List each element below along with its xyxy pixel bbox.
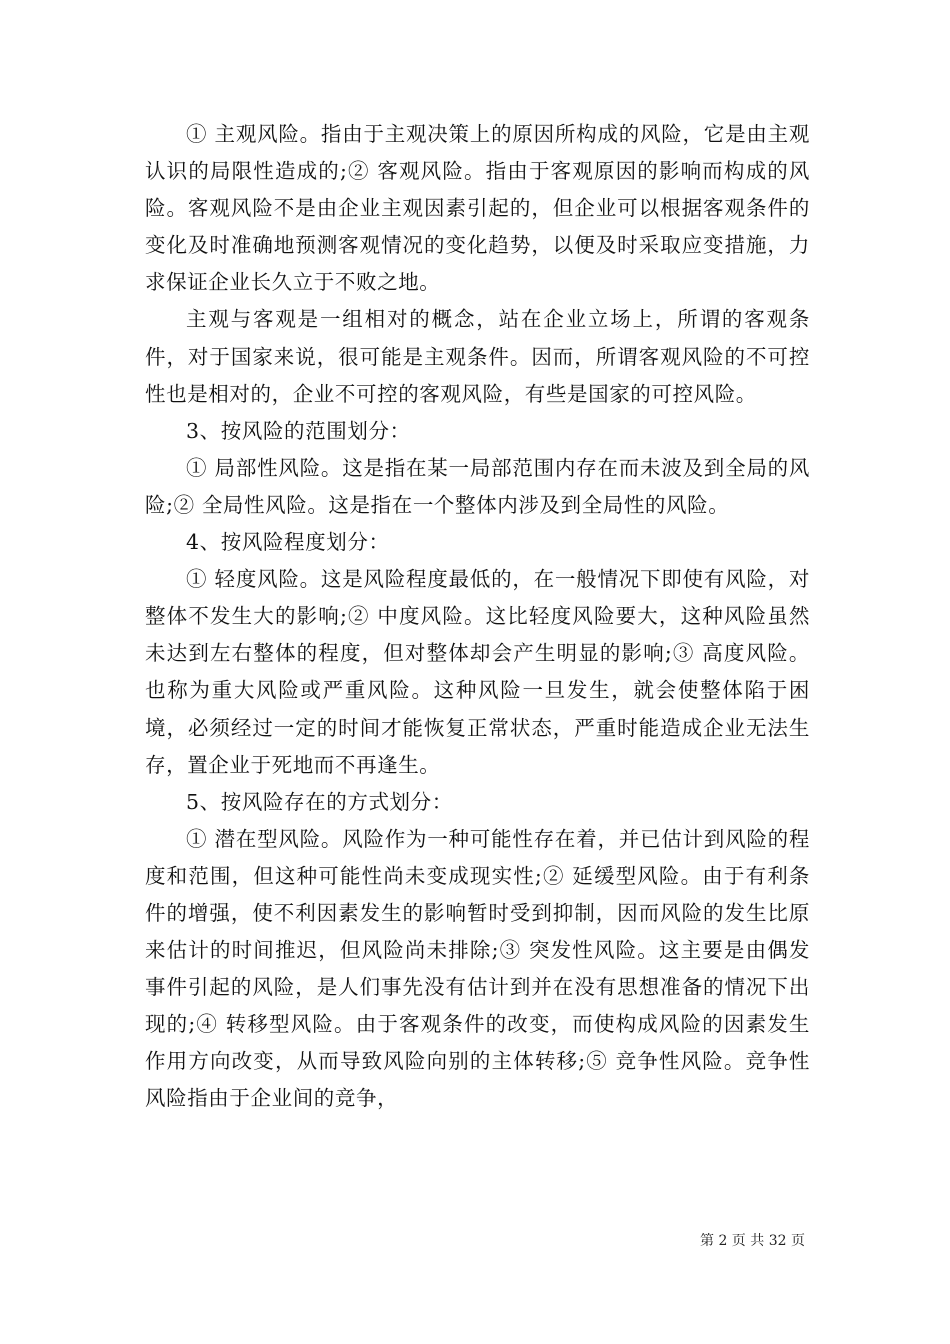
heading-by-degree: 4、按风险程度划分： [186, 530, 390, 555]
paragraph-degree-risk: ① 轻度风险。这是风险程度最低的，在一般情况下即使有风险，对整体不发生大的影响;② 中度风险。这比轻度风险要大，这种风险虽然未达到左右整体的程度，但对整体却会产生明显的影响;③ 高度风险。也称为重大风险或严重风险。这种风险一旦发生，就会使整体陷于困境，必须经过一定的时间才能恢复正常状态，严重时能造成企业无法生存，置企业于死地而不再逢生。 [145, 567, 810, 777]
heading-by-scope: 3、按风险的范围划分： [186, 418, 411, 443]
paragraph-scope-risk: ① 局部性风险。这是指在某一局部范围内存在而未波及到全局的风险;② 全局性风险。这是指在一个整体内涉及到全局性的风险。 [145, 455, 810, 517]
paragraph-relative-concept: 主观与客观是一组相对的概念，站在企业立场上，所谓的客观条件，对于国家来说，很可能是主观条件。因而，所谓客观风险的不可控性也是相对的，企业不可控的客观风险，有些是国家的可控风险。 [145, 307, 810, 406]
paragraph-subjective-objective-risk: ① 主观风险。指由于主观决策上的原因所构成的风险，它是由主观认识的局限性造成的;② 客观风险。指由于客观原因的影响而构成的风险。客观风险不是由企业主观因素引起的，但企业可以根据客观条件的变化及时准确地预测客观情况的变化趋势，以便及时采取应变措施，力求保证企业长久立于不败之地。 [145, 122, 810, 295]
page-number-footer: 第 2 页 共 32 页 [700, 1233, 805, 1249]
document-body [145, 116, 810, 1118]
heading-by-existence-mode: 5、按风险存在的方式划分： [186, 789, 453, 814]
paragraph-existence-mode-risk: ① 潜在型风险。风险作为一种可能性存在着，并已估计到风险的程度和范围，但这种可能性尚未变成现实性;② 延缓型风险。由于有利条件的增强，使不利因素发生的影响暂时受到抑制，因而风险的发生比原来估计的时间推迟，但风险尚未排除;③ 突发性风险。这主要是由偶发事件引起的风险，是人们事先没有估计到并在没有思想准备的情况下出现的;④ 转移型风险。由于客观条件的改变，而使构成风险的因素发生作用方向改变，从而导致风险向别的主体转移;⑤ 竞争性风险。竞争性风险指由于企业间的竞争， [145, 826, 810, 1111]
